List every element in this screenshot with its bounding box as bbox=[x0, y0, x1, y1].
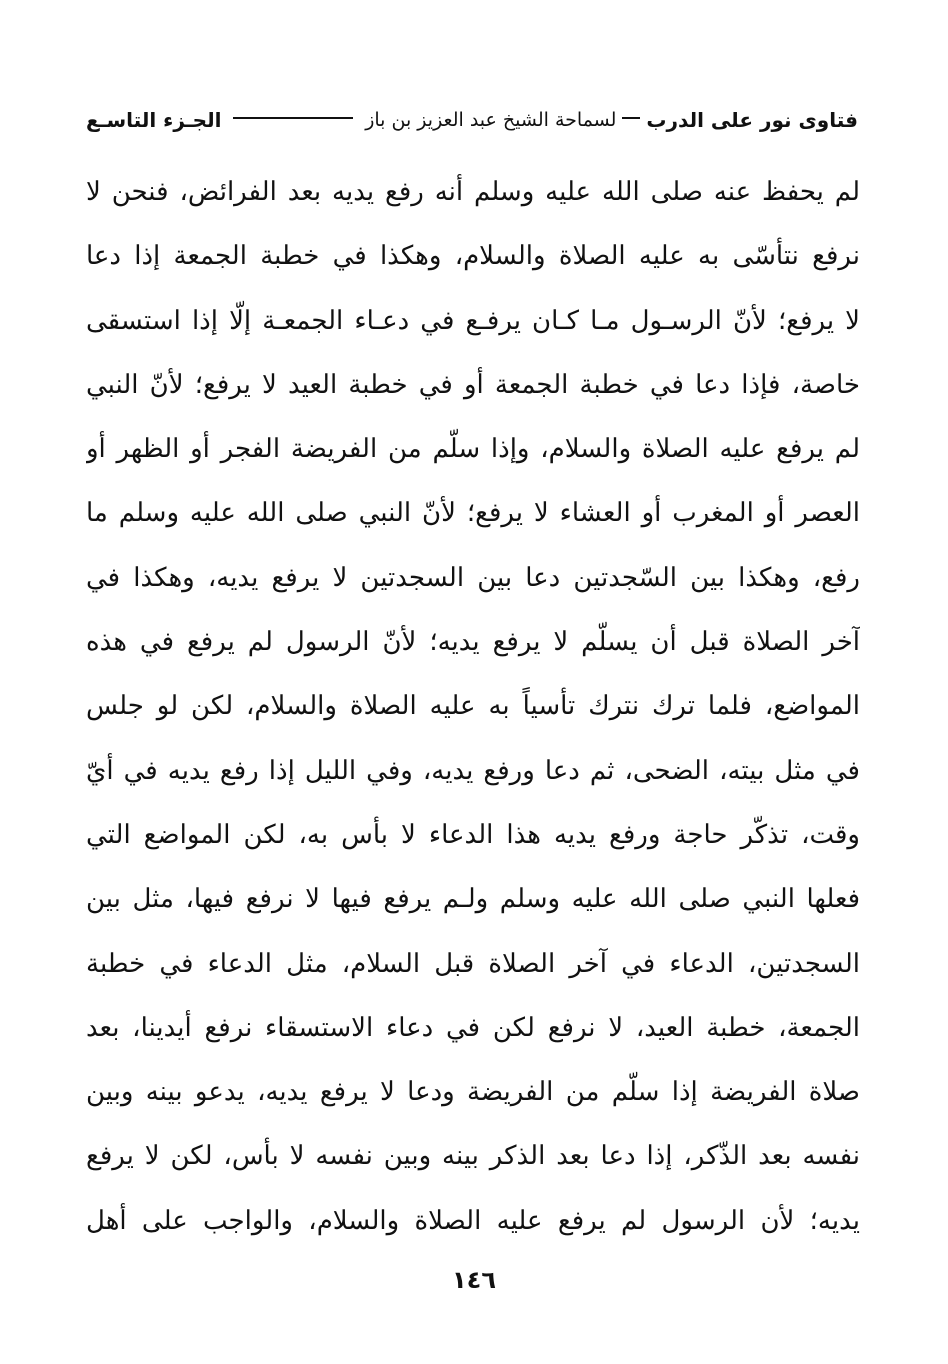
text-line: آخر الصلاة قبل أن يسلّم لا يرفع يديه؛ لأنّ الرسول لم يرفع في هذه bbox=[86, 627, 860, 658]
body-text bbox=[86, 160, 860, 1253]
text-line: فعلها النبي صلى الله عليه وسلم ولـم يرفع فيها لا نرفع فيها، مثل بين bbox=[86, 884, 860, 915]
text-line: العصر أو المغرب أو العشاء لا يرفع؛ لأنّ النبي صلى الله عليه وسلم ما bbox=[86, 498, 860, 529]
header-dash bbox=[622, 117, 640, 119]
text-line: نفسه بعد الذّكر، إذا دعا بعد الذكر بينه وبين نفسه لا بأس، لكن لا يرفع bbox=[86, 1141, 860, 1172]
author-name: لسماحة الشيخ عبد العزيز بن باز bbox=[365, 109, 617, 131]
text-line: المواضع، فلما ترك نترك تأسياً به عليه الصلاة والسلام، لكن لو جلس bbox=[86, 691, 860, 722]
header-title-group bbox=[365, 108, 858, 132]
text-line: نرفع نتأسّى به عليه الصلاة والسلام، وهكذا في خطبة الجمعة إذا دعا bbox=[86, 241, 860, 272]
page-number: ١٤٦ bbox=[452, 1266, 496, 1294]
text-line: رفع، وهكذا بين السّجدتين دعا بين السجدتين لا يرفع يديه، وهكذا في bbox=[86, 562, 860, 593]
book-title: فتاوى نور على الدرب bbox=[646, 108, 858, 132]
text-line: الجمعة، خطبة العيد، لا نرفع لكن في دعاء الاستسقاء نرفع أيدينا، بعد bbox=[86, 1012, 860, 1043]
text-line: خاصة، فإذا دعا في خطبة الجمعة أو في خطبة العيد لا يرفع؛ لأنّ النبي bbox=[86, 369, 860, 400]
text-line: وقت، تذكّر حاجة ورفع يديه هذا الدعاء لا بأس به، لكن المواضع التي bbox=[86, 819, 860, 850]
volume-label: الجـزء التاسـع bbox=[86, 108, 222, 132]
text-line: لم يرفع عليه الصلاة والسلام، وإذا سلّم من الفريضة الفجر أو الظهر أو bbox=[86, 434, 860, 465]
text-line: يديه؛ لأن الرسول لم يرفع عليه الصلاة والسلام، والواجب على أهل bbox=[86, 1205, 860, 1236]
header-rule bbox=[233, 117, 353, 119]
text-line: صلاة الفريضة إذا سلّم من الفريضة ودعا لا يرفع يديه، يدعو بينه وبين bbox=[86, 1077, 860, 1108]
text-line: السجدتين، الدعاء في آخر الصلاة قبل السلام، مثل الدعاء في خطبة bbox=[86, 948, 860, 979]
text-line: لا يرفع؛ لأنّ الرسـول مـا كـان يرفـع في دعـاء الجمعـة إلّا إذا استسقى bbox=[86, 305, 860, 336]
text-line: لم يحفظ عنه صلى الله عليه وسلم أنه رفع يديه بعد الفرائض، فنحن لا bbox=[86, 177, 860, 207]
running-header bbox=[86, 100, 858, 140]
text-line: في مثل بيته، الضحى، ثم دعا ورفع يديه، وفي الليل إذا رفع يديه في أيّ bbox=[86, 755, 860, 786]
